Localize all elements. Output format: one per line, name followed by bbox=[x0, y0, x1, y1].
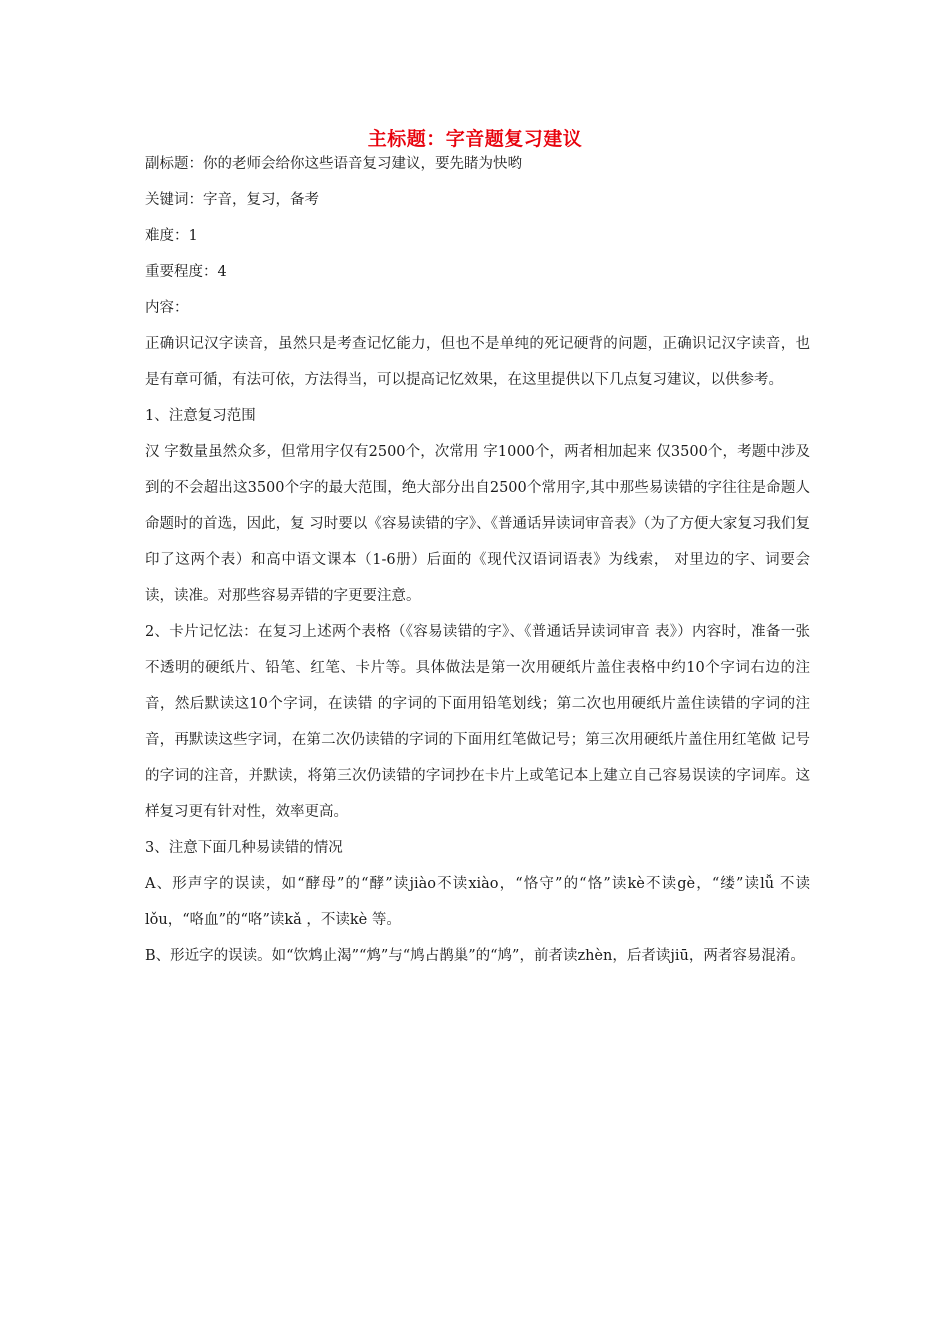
case-b-paragraph: B、形近字的误读。如“饮鸩止渴”“鸩”与“鸠占鹊巢”的“鸠”，前者读zhèn，后者读jiū，两者容易混淆。 bbox=[145, 948, 805, 964]
intro-paragraph: 正确识记汉字读音，虽然只是考查记忆能力，但也不是单纯的死记硬背的问题，正确识记汉字读音，也是有章可循，有法可依，方法得当，可以提高记忆效果，在这里提供以下几点复习建议，以供参考。 bbox=[145, 336, 810, 388]
content-label: 内容： bbox=[145, 300, 189, 316]
main-title: 主标题：字音题复习建议 bbox=[367, 128, 583, 150]
section-3-heading: 3、注意下面几种易读错的情况 bbox=[145, 840, 343, 856]
difficulty: 难度：1 bbox=[145, 228, 198, 244]
case-a-paragraph: A、形声字的误读，如“酵母”的“酵”读jiào不读xiào，“恪守”的“恪”读kè不读gè，“缕”读lǚ 不读lǒu，“咯血”的“咯”读kǎ ，不读kè 等。 bbox=[145, 876, 810, 928]
subtitle: 副标题：你的老师会给你这些语音复习建议，要先睹为快哟 bbox=[145, 156, 522, 172]
importance: 重要程度：4 bbox=[145, 264, 227, 280]
section-1-heading: 1、注意复习范围 bbox=[145, 408, 256, 424]
document-body bbox=[145, 146, 810, 974]
section-1-text: 汉 字数量虽然众多，但常用字仅有2500个，次常用 字1000个，两者相加起来 仅3500个，考题中涉及到的不会超出这3500个字的最大范围，绝大部分出自2500个常用字,其中那些易读错的字往往是命题人命题时的首选，因此，复 习时要以《容易读错的字》、《普通话异读词审音表》（为了方便大家复习我们复印了这两个表）和高中语文课本（1-6册）后面的《现代汉语词语表》为线索， 对里边的字、词要会读，读准。对那些容易弄错的字更要注意。 bbox=[145, 444, 810, 604]
keywords: 关键词：字音，复习，备考 bbox=[145, 192, 319, 208]
section-2-text: 2、卡片记忆法：在复习上述两个表格（《容易读错的字》、《普通话异读词审音 表》）内容时，准备一张不透明的硬纸片、铅笔、红笔、卡片等。具体做法是第一次用硬纸片盖住表格中约10个字词右边的注音，然后默读这10个字词，在读错 的字词的下面用铅笔划线；第二次也用硬纸片盖住读错的字词的注音，再默读这些字词，在第二次仍读错的字词的下面用红笔做记号；第三次用硬纸片盖住用红笔做 记号的字词的注音，并默读，将第三次仍读错的字词抄在卡片上或笔记本上建立自己容易误读的字词库。这样复习更有针对性，效率更高。 bbox=[145, 624, 810, 820]
